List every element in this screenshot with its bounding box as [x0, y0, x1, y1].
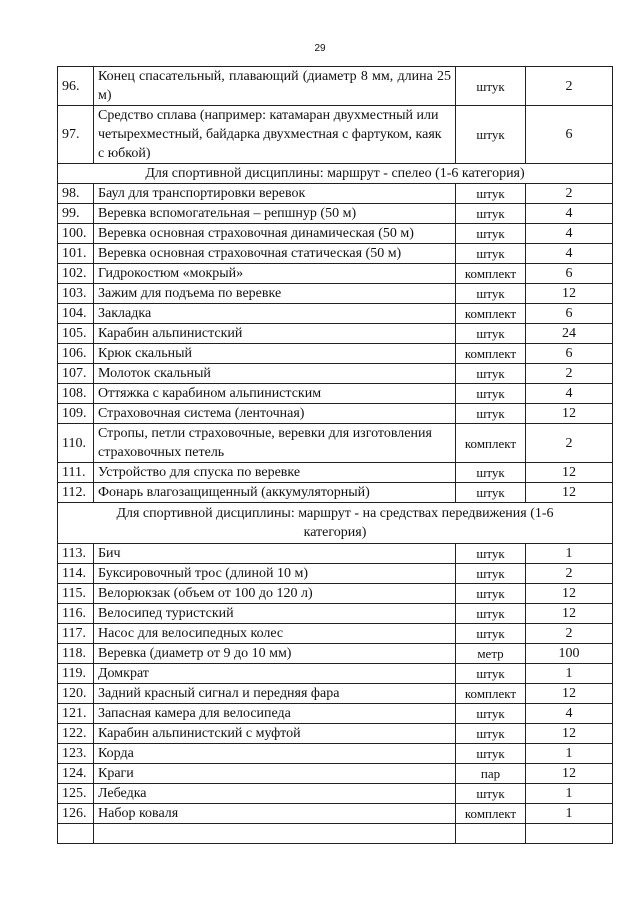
row-number: 98.: [58, 184, 94, 204]
item-quantity: 2: [526, 184, 613, 204]
table-row: [58, 564, 613, 584]
section-heading: Для спортивной дисциплины: маршрут - на средствах передвижения (1-6 категория): [58, 503, 613, 544]
table-row: [58, 424, 613, 463]
item-name: Насос для велосипедных колес: [94, 624, 456, 644]
item-name: Молоток скальный: [94, 364, 456, 384]
item-unit: штук: [456, 564, 526, 584]
table-row: [58, 106, 613, 164]
item-unit: комплект: [456, 684, 526, 704]
item-quantity: 100: [526, 644, 613, 664]
item-quantity: 12: [526, 404, 613, 424]
item-quantity: 12: [526, 584, 613, 604]
item-quantity: [526, 824, 613, 844]
row-number: 123.: [58, 744, 94, 764]
table-row: [58, 404, 613, 424]
item-quantity: 12: [526, 684, 613, 704]
item-quantity: 1: [526, 744, 613, 764]
item-name: Веревка вспомогательная – репшнур (50 м): [94, 204, 456, 224]
section-row: [58, 503, 613, 544]
row-number: 122.: [58, 724, 94, 744]
item-name: Домкрат: [94, 664, 456, 684]
item-name: [94, 824, 456, 844]
table-row: [58, 244, 613, 264]
item-quantity: 12: [526, 604, 613, 624]
item-unit: штук: [456, 324, 526, 344]
item-unit: штук: [456, 664, 526, 684]
item-quantity: 2: [526, 424, 613, 463]
table-row: [58, 284, 613, 304]
table-row: [58, 584, 613, 604]
item-name: Веревка основная страховочная статическая (50 м): [94, 244, 456, 264]
item-unit: штук: [456, 384, 526, 404]
table-row: [58, 704, 613, 724]
item-unit: метр: [456, 644, 526, 664]
item-quantity: 4: [526, 704, 613, 724]
item-unit: комплект: [456, 344, 526, 364]
row-number: 124.: [58, 764, 94, 784]
item-unit: штук: [456, 67, 526, 106]
item-name: Гидрокостюм «мокрый»: [94, 264, 456, 284]
table-row: [58, 664, 613, 684]
item-quantity: 6: [526, 106, 613, 164]
table-row: [58, 204, 613, 224]
item-name: Буксировочный трос (длиной 10 м): [94, 564, 456, 584]
table-row: [58, 764, 613, 784]
row-number: 111.: [58, 463, 94, 483]
item-unit: штук: [456, 224, 526, 244]
item-unit: штук: [456, 284, 526, 304]
item-name: Зажим для подъема по веревке: [94, 284, 456, 304]
row-number: 106.: [58, 344, 94, 364]
item-name: Закладка: [94, 304, 456, 324]
row-number: 109.: [58, 404, 94, 424]
item-unit: комплект: [456, 264, 526, 284]
row-number: 119.: [58, 664, 94, 684]
row-number: 102.: [58, 264, 94, 284]
item-name: Крюк скальный: [94, 344, 456, 364]
row-number: 110.: [58, 424, 94, 463]
row-number: 116.: [58, 604, 94, 624]
item-quantity: 4: [526, 244, 613, 264]
item-unit: штук: [456, 184, 526, 204]
item-quantity: 6: [526, 264, 613, 284]
item-name: Средство сплава (например: катамаран двухместный или четырехместный, байдарка двухместная с фартуком, каяк с юбкой): [94, 106, 456, 164]
row-number: 118.: [58, 644, 94, 664]
row-number: 99.: [58, 204, 94, 224]
table-row: [58, 644, 613, 664]
row-number: 114.: [58, 564, 94, 584]
row-number: 100.: [58, 224, 94, 244]
row-number: [58, 824, 94, 844]
item-name: Набор коваля: [94, 804, 456, 824]
item-unit: комплект: [456, 304, 526, 324]
item-quantity: 2: [526, 564, 613, 584]
table-row: [58, 67, 613, 106]
item-unit: комплект: [456, 804, 526, 824]
item-unit: штук: [456, 463, 526, 483]
row-number: 108.: [58, 384, 94, 404]
item-name: Карабин альпинистский с муфтой: [94, 724, 456, 744]
item-quantity: 12: [526, 724, 613, 744]
item-quantity: 1: [526, 804, 613, 824]
row-number: 101.: [58, 244, 94, 264]
item-unit: штук: [456, 483, 526, 503]
row-number: 112.: [58, 483, 94, 503]
item-unit: штук: [456, 244, 526, 264]
item-quantity: 4: [526, 204, 613, 224]
item-quantity: 2: [526, 67, 613, 106]
row-number: 96.: [58, 67, 94, 106]
item-name: Корда: [94, 744, 456, 764]
item-name: Веревка основная страховочная динамическая (50 м): [94, 224, 456, 244]
equipment-table-body: [58, 67, 613, 844]
item-quantity: 1: [526, 664, 613, 684]
item-unit: штук: [456, 624, 526, 644]
row-number: 117.: [58, 624, 94, 644]
item-quantity: 12: [526, 764, 613, 784]
item-quantity: 2: [526, 364, 613, 384]
item-name: Фонарь влагозащищенный (аккумуляторный): [94, 483, 456, 503]
item-quantity: 4: [526, 224, 613, 244]
item-quantity: 4: [526, 384, 613, 404]
item-name: Оттяжка с карабином альпинистским: [94, 384, 456, 404]
section-heading: Для спортивной дисциплины: маршрут - спелео (1-6 категория): [58, 164, 613, 184]
item-unit: штук: [456, 364, 526, 384]
item-unit: штук: [456, 784, 526, 804]
table-row: [58, 344, 613, 364]
item-name: Стропы, петли страховочные, веревки для изготовления страховочных петель: [94, 424, 456, 463]
item-unit: штук: [456, 724, 526, 744]
table-row: [58, 824, 613, 844]
row-number: 126.: [58, 804, 94, 824]
table-row: [58, 604, 613, 624]
item-name: Задний красный сигнал и передняя фара: [94, 684, 456, 704]
item-quantity: 12: [526, 483, 613, 503]
row-number: 121.: [58, 704, 94, 724]
table-row: [58, 324, 613, 344]
item-name: Велорюкзак (объем от 100 до 120 л): [94, 584, 456, 604]
item-name: Лебедка: [94, 784, 456, 804]
item-name: Краги: [94, 764, 456, 784]
item-name: Конец спасательный, плавающий (диаметр 8 мм, длина 25 м): [94, 67, 456, 106]
item-name: Велосипед туристский: [94, 604, 456, 624]
table-row: [58, 184, 613, 204]
page-number: 29: [314, 43, 326, 54]
table-row: [58, 744, 613, 764]
item-unit: штук: [456, 604, 526, 624]
item-unit: [456, 824, 526, 844]
item-quantity: 6: [526, 344, 613, 364]
item-unit: комплект: [456, 424, 526, 463]
item-name: Карабин альпинистский: [94, 324, 456, 344]
item-quantity: 12: [526, 463, 613, 483]
table-row: [58, 264, 613, 284]
row-number: 120.: [58, 684, 94, 704]
section-row: [58, 164, 613, 184]
item-name: Баул для транспортировки веревок: [94, 184, 456, 204]
table-row: [58, 364, 613, 384]
item-unit: штук: [456, 704, 526, 724]
item-unit: штук: [456, 204, 526, 224]
row-number: 105.: [58, 324, 94, 344]
item-quantity: 12: [526, 284, 613, 304]
item-quantity: 24: [526, 324, 613, 344]
item-name: Бич: [94, 544, 456, 564]
item-unit: пар: [456, 764, 526, 784]
row-number: 97.: [58, 106, 94, 164]
item-unit: штук: [456, 404, 526, 424]
item-name: Запасная камера для велосипеда: [94, 704, 456, 724]
table-row: [58, 784, 613, 804]
row-number: 113.: [58, 544, 94, 564]
table-row: [58, 624, 613, 644]
row-number: 115.: [58, 584, 94, 604]
item-name: Страховочная система (ленточная): [94, 404, 456, 424]
row-number: 125.: [58, 784, 94, 804]
item-unit: штук: [456, 106, 526, 164]
row-number: 104.: [58, 304, 94, 324]
table-row: [58, 304, 613, 324]
row-number: 103.: [58, 284, 94, 304]
row-number: 107.: [58, 364, 94, 384]
table-row: [58, 224, 613, 244]
equipment-table: [57, 66, 613, 844]
table-row: [58, 804, 613, 824]
table-row: [58, 384, 613, 404]
item-quantity: 2: [526, 624, 613, 644]
table-row: [58, 544, 613, 564]
item-unit: штук: [456, 584, 526, 604]
table-row: [58, 483, 613, 503]
item-unit: штук: [456, 744, 526, 764]
item-name: Устройство для спуска по веревке: [94, 463, 456, 483]
table-row: [58, 463, 613, 483]
item-name: Веревка (диаметр от 9 до 10 мм): [94, 644, 456, 664]
table-row: [58, 684, 613, 704]
table-row: [58, 724, 613, 744]
item-quantity: 6: [526, 304, 613, 324]
item-quantity: 1: [526, 544, 613, 564]
item-quantity: 1: [526, 784, 613, 804]
item-unit: штук: [456, 544, 526, 564]
